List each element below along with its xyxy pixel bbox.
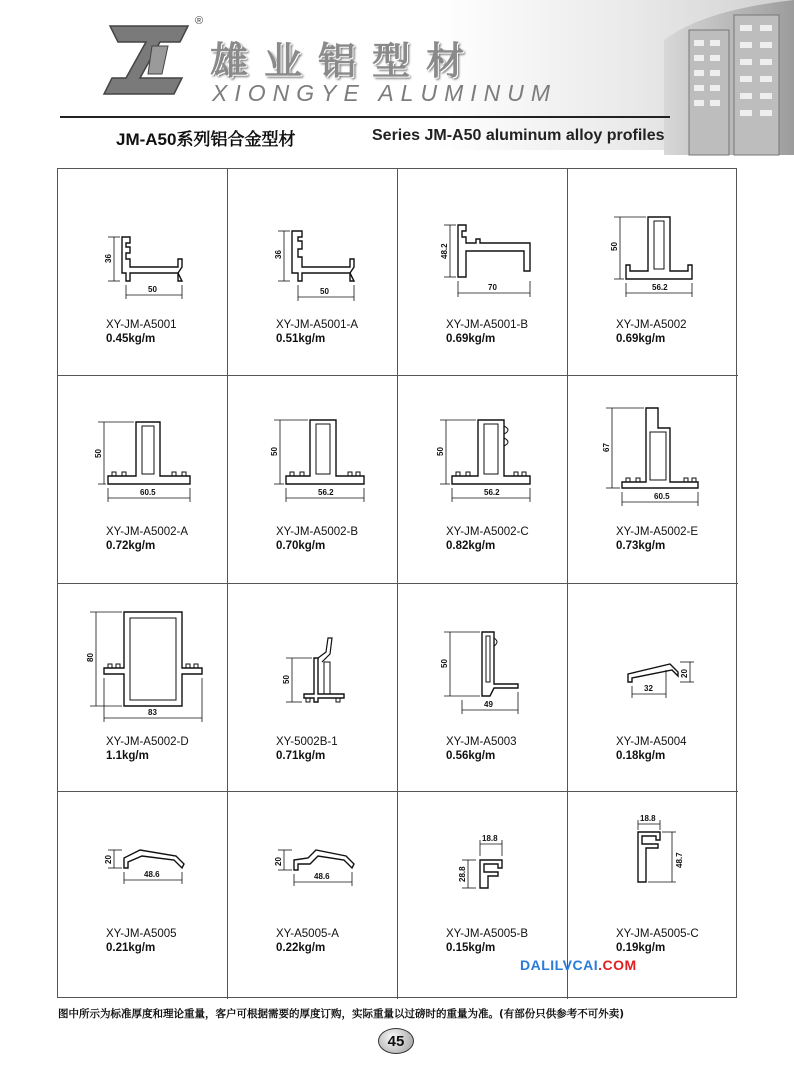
watermark-suffix: .COM — [598, 957, 637, 973]
dim-label: 18.8 — [482, 834, 498, 843]
dim-label: 48.6 — [314, 872, 330, 881]
profile-card — [228, 792, 398, 999]
profile-weight: 0.19kg/m — [616, 942, 666, 954]
dim-label: 50 — [436, 447, 445, 456]
profile-card — [228, 376, 398, 584]
profile-drawing — [418, 197, 558, 327]
profile-code: XY-JM-A5002-E — [616, 526, 699, 538]
dim-label: 56.2 — [652, 283, 668, 292]
profile-weight: 0.70kg/m — [276, 540, 326, 552]
profile-weight: 0.21kg/m — [106, 942, 156, 954]
profile-card — [228, 584, 398, 792]
profile-code: XY-5002B-1 — [276, 736, 338, 748]
building-illustration — [644, 0, 794, 155]
dim-label: 18.8 — [640, 814, 656, 823]
dim-label: 20 — [104, 855, 113, 864]
page-number: 45 — [378, 1028, 414, 1054]
profile-weight: 0.69kg/m — [446, 333, 496, 345]
profile-drawing — [588, 612, 728, 742]
series-title-chinese: JM-A50系列铝合金型材 — [116, 130, 296, 149]
profile-weight: 0.69kg/m — [616, 333, 666, 345]
profile-code: XY-JM-A5002-B — [276, 526, 359, 538]
profile-card — [228, 169, 398, 376]
dim-label: 36 — [274, 250, 283, 259]
profile-card — [568, 169, 738, 376]
profile-weight: 0.72kg/m — [106, 540, 156, 552]
profile-drawing — [418, 612, 558, 742]
dim-label: 50 — [320, 287, 329, 296]
profile-drawing — [248, 197, 388, 327]
page-header — [0, 0, 794, 160]
profile-weight: 0.15kg/m — [446, 942, 496, 954]
profile-card — [398, 376, 568, 584]
profile-weight: 0.18kg/m — [616, 750, 666, 762]
profile-drawing — [78, 197, 218, 327]
watermark-main: DALILVCAI — [520, 957, 599, 973]
profile-code: XY-JM-A5005-C — [616, 928, 699, 940]
profile-weight: 0.71kg/m — [276, 750, 326, 762]
brand-name-chinese: 雄业铝型材 — [210, 39, 481, 83]
dim-label: 32 — [644, 684, 653, 693]
profile-card — [568, 376, 738, 584]
dim-label: 20 — [274, 857, 283, 866]
dim-label: 50 — [94, 449, 103, 458]
profile-weight: 0.22kg/m — [276, 942, 326, 954]
dim-label: 56.2 — [484, 488, 500, 497]
profile-drawing — [78, 612, 218, 742]
profile-card — [398, 584, 568, 792]
profile-weight: 0.51kg/m — [276, 333, 326, 345]
profile-code: XY-JM-A5004 — [616, 736, 687, 748]
profile-drawing — [78, 404, 218, 534]
dim-label: 50 — [610, 242, 619, 251]
profile-drawing — [588, 197, 728, 327]
profile-code: XY-JM-A5001 — [106, 319, 177, 331]
profile-code: XY-JM-A5002-C — [446, 526, 529, 538]
dim-label: 70 — [488, 283, 497, 292]
dim-label: 48.7 — [675, 852, 684, 868]
profile-card — [398, 169, 568, 376]
profile-weight: 0.73kg/m — [616, 540, 666, 552]
profile-code: XY-JM-A5002-A — [106, 526, 189, 538]
series-title-english: Series JM-A50 aluminum alloy profiles — [372, 127, 665, 144]
dim-label: 48.2 — [440, 243, 449, 259]
dim-label: 60.5 — [654, 492, 670, 501]
dim-label: 83 — [148, 708, 157, 717]
dim-label: 36 — [104, 254, 113, 263]
profile-grid — [57, 168, 737, 998]
dim-label: 49 — [484, 700, 493, 709]
header-rule — [60, 116, 670, 118]
dim-label: 50 — [148, 285, 157, 294]
dim-label: 67 — [602, 443, 611, 452]
profile-drawing — [418, 404, 558, 534]
dim-label: 80 — [86, 653, 95, 662]
profile-drawing — [248, 404, 388, 534]
profile-weight: 0.56kg/m — [446, 750, 496, 762]
profile-code: XY-JM-A5005-B — [446, 928, 529, 940]
profile-code: XY-JM-A5002 — [616, 319, 687, 331]
brand-name-english: XIONGYE ALUMINUM — [212, 80, 558, 106]
profile-card — [58, 584, 228, 792]
profile-weight: 1.1kg/m — [106, 750, 149, 762]
dim-label: 48.6 — [144, 870, 160, 879]
xiongye-logo-icon — [100, 22, 192, 98]
profile-code: XY-JM-A5001-A — [276, 319, 359, 331]
dim-label: 50 — [282, 675, 291, 684]
footnote: 图中所示为标准厚度和理论重量，客户可根据需要的厚度订购，实际重量以过磅时的重量为准。(有部份只供参考不可外卖) — [58, 1008, 625, 1020]
dim-label: 28.8 — [458, 866, 467, 882]
profile-drawing — [248, 612, 388, 742]
profile-code: XY-A5005-A — [276, 928, 339, 940]
registered-mark: ® — [195, 15, 204, 27]
dim-label: 50 — [270, 447, 279, 456]
profile-card — [58, 792, 228, 999]
profile-drawing — [588, 404, 728, 534]
dim-label: 50 — [440, 659, 449, 668]
profile-card — [58, 376, 228, 584]
dim-label: 20 — [680, 669, 689, 678]
watermark — [520, 957, 637, 973]
profile-code: XY-JM-A5005 — [106, 928, 177, 940]
profile-card — [568, 584, 738, 792]
profile-weight: 0.45kg/m — [106, 333, 156, 345]
profile-weight: 0.82kg/m — [446, 540, 496, 552]
profile-card — [58, 169, 228, 376]
profile-code: XY-JM-A5003 — [446, 736, 517, 748]
profile-code: XY-JM-A5002-D — [106, 736, 189, 748]
dim-label: 56.2 — [318, 488, 334, 497]
profile-code: XY-JM-A5001-B — [446, 319, 529, 331]
dim-label: 60.5 — [140, 488, 156, 497]
